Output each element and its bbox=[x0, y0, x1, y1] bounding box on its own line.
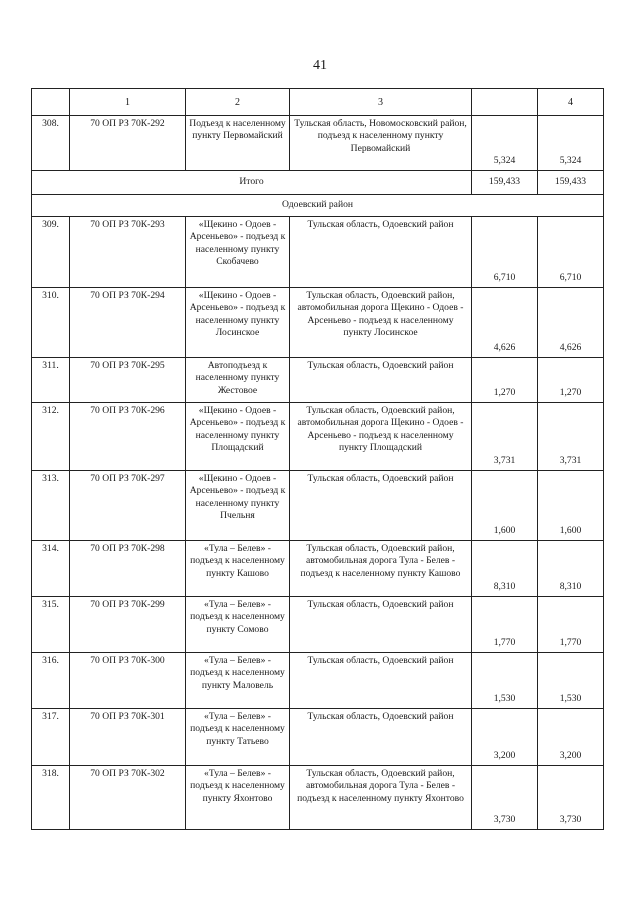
total-label: Итого bbox=[32, 171, 472, 195]
road-location: Тульская область, Одоевский район, автомобильная дорога Щекино - Одоев - Арсеньево - подъезд к населенному пункту Лосинское bbox=[290, 288, 472, 358]
row-number: 312. bbox=[32, 403, 70, 471]
length-value: 3,200 bbox=[472, 709, 538, 766]
road-location: Тульская область, Одоевский район bbox=[290, 653, 472, 709]
table-row bbox=[32, 541, 604, 597]
road-location: Тульская область, Одоевский район bbox=[290, 217, 472, 288]
road-name: «Тула – Белев» - подъезд к населенному пункту Кашово bbox=[186, 541, 290, 597]
road-location: Тульская область, Одоевский район bbox=[290, 471, 472, 541]
table-row bbox=[32, 471, 604, 541]
row-number: 308. bbox=[32, 116, 70, 171]
table-header-row bbox=[32, 89, 604, 116]
road-code: 70 ОП РЗ 70К-298 bbox=[70, 541, 186, 597]
length-value-total: 1,770 bbox=[538, 597, 604, 653]
row-number: 318. bbox=[32, 766, 70, 830]
road-name: Автоподъезд к населенному пункту Жестовое bbox=[186, 358, 290, 403]
header-cell bbox=[32, 89, 70, 116]
row-number: 310. bbox=[32, 288, 70, 358]
table-row bbox=[32, 288, 604, 358]
district-row bbox=[32, 195, 604, 217]
total-value-2: 159,433 bbox=[538, 171, 604, 195]
road-location: Тульская область, Новомосковский район, подъезд к населенному пункту Первомайский bbox=[290, 116, 472, 171]
table-row bbox=[32, 403, 604, 471]
total-row bbox=[32, 171, 604, 195]
road-code: 70 ОП РЗ 70К-292 bbox=[70, 116, 186, 171]
road-code: 70 ОП РЗ 70К-301 bbox=[70, 709, 186, 766]
road-location: Тульская область, Одоевский район, автомобильная дорога Щекино - Одоев - Арсеньево - подъезд к населенному пункту Площадский bbox=[290, 403, 472, 471]
district-name: Одоевский район bbox=[32, 195, 604, 217]
road-name: «Тула – Белев» - подъезд к населенному пункту Яхонтово bbox=[186, 766, 290, 830]
header-cell bbox=[472, 89, 538, 116]
road-name: «Щекино - Одоев - Арсеньево» - подъезд к населенному пункту Площадский bbox=[186, 403, 290, 471]
row-number: 309. bbox=[32, 217, 70, 288]
length-value: 8,310 bbox=[472, 541, 538, 597]
length-value-total: 5,324 bbox=[538, 116, 604, 171]
header-cell: 1 bbox=[70, 89, 186, 116]
table-row bbox=[32, 597, 604, 653]
length-value-total: 3,731 bbox=[538, 403, 604, 471]
road-code: 70 ОП РЗ 70К-299 bbox=[70, 597, 186, 653]
road-name: «Тула – Белев» - подъезд к населенному пункту Татьево bbox=[186, 709, 290, 766]
length-value: 1,600 bbox=[472, 471, 538, 541]
length-value: 4,626 bbox=[472, 288, 538, 358]
road-location: Тульская область, Одоевский район bbox=[290, 358, 472, 403]
road-code: 70 ОП РЗ 70К-293 bbox=[70, 217, 186, 288]
table-row bbox=[32, 217, 604, 288]
header-cell: 4 bbox=[538, 89, 604, 116]
table-row bbox=[32, 709, 604, 766]
row-number: 311. bbox=[32, 358, 70, 403]
length-value: 6,710 bbox=[472, 217, 538, 288]
road-location: Тульская область, Одоевский район, автомобильная дорога Тула - Белев - подъезд к населенному пункту Кашово bbox=[290, 541, 472, 597]
table-row bbox=[32, 358, 604, 403]
table-row bbox=[32, 766, 604, 830]
road-name: «Тула – Белев» - подъезд к населенному пункту Маловель bbox=[186, 653, 290, 709]
table-row bbox=[32, 653, 604, 709]
length-value: 5,324 bbox=[472, 116, 538, 171]
road-location: Тульская область, Одоевский район bbox=[290, 597, 472, 653]
total-value: 159,433 bbox=[472, 171, 538, 195]
length-value: 3,731 bbox=[472, 403, 538, 471]
length-value-total: 6,710 bbox=[538, 217, 604, 288]
road-name: «Щекино - Одоев - Арсеньево» - подъезд к населенному пункту Скобачево bbox=[186, 217, 290, 288]
road-name: Подъезд к населенному пункту Первомайский bbox=[186, 116, 290, 171]
road-code: 70 ОП РЗ 70К-297 bbox=[70, 471, 186, 541]
header-cell: 2 bbox=[186, 89, 290, 116]
road-code: 70 ОП РЗ 70К-294 bbox=[70, 288, 186, 358]
road-location: Тульская область, Одоевский район bbox=[290, 709, 472, 766]
road-code: 70 ОП РЗ 70К-296 bbox=[70, 403, 186, 471]
row-number: 313. bbox=[32, 471, 70, 541]
road-code: 70 ОП РЗ 70К-295 bbox=[70, 358, 186, 403]
road-code: 70 ОП РЗ 70К-300 bbox=[70, 653, 186, 709]
length-value-total: 4,626 bbox=[538, 288, 604, 358]
header-cell: 3 bbox=[290, 89, 472, 116]
row-number: 317. bbox=[32, 709, 70, 766]
length-value-total: 3,730 bbox=[538, 766, 604, 830]
road-name: «Щекино - Одоев - Арсеньево» - подъезд к населенному пункту Лосинское bbox=[186, 288, 290, 358]
length-value-total: 1,270 bbox=[538, 358, 604, 403]
page-number: 41 bbox=[313, 58, 327, 73]
row-number: 316. bbox=[32, 653, 70, 709]
road-name: «Щекино - Одоев - Арсеньево» - подъезд к населенному пункту Пчельня bbox=[186, 471, 290, 541]
road-code: 70 ОП РЗ 70К-302 bbox=[70, 766, 186, 830]
length-value: 1,270 bbox=[472, 358, 538, 403]
road-location: Тульская область, Одоевский район, автомобильная дорога Тула - Белев - подъезд к населенному пункту Яхонтово bbox=[290, 766, 472, 830]
row-number: 315. bbox=[32, 597, 70, 653]
length-value: 3,730 bbox=[472, 766, 538, 830]
row-number: 314. bbox=[32, 541, 70, 597]
length-value: 1,530 bbox=[472, 653, 538, 709]
roads-table bbox=[31, 88, 604, 830]
road-name: «Тула – Белев» - подъезд к населенному пункту Сомово bbox=[186, 597, 290, 653]
table-row bbox=[32, 116, 604, 171]
length-value-total: 8,310 bbox=[538, 541, 604, 597]
length-value-total: 1,530 bbox=[538, 653, 604, 709]
length-value-total: 3,200 bbox=[538, 709, 604, 766]
length-value-total: 1,600 bbox=[538, 471, 604, 541]
length-value: 1,770 bbox=[472, 597, 538, 653]
